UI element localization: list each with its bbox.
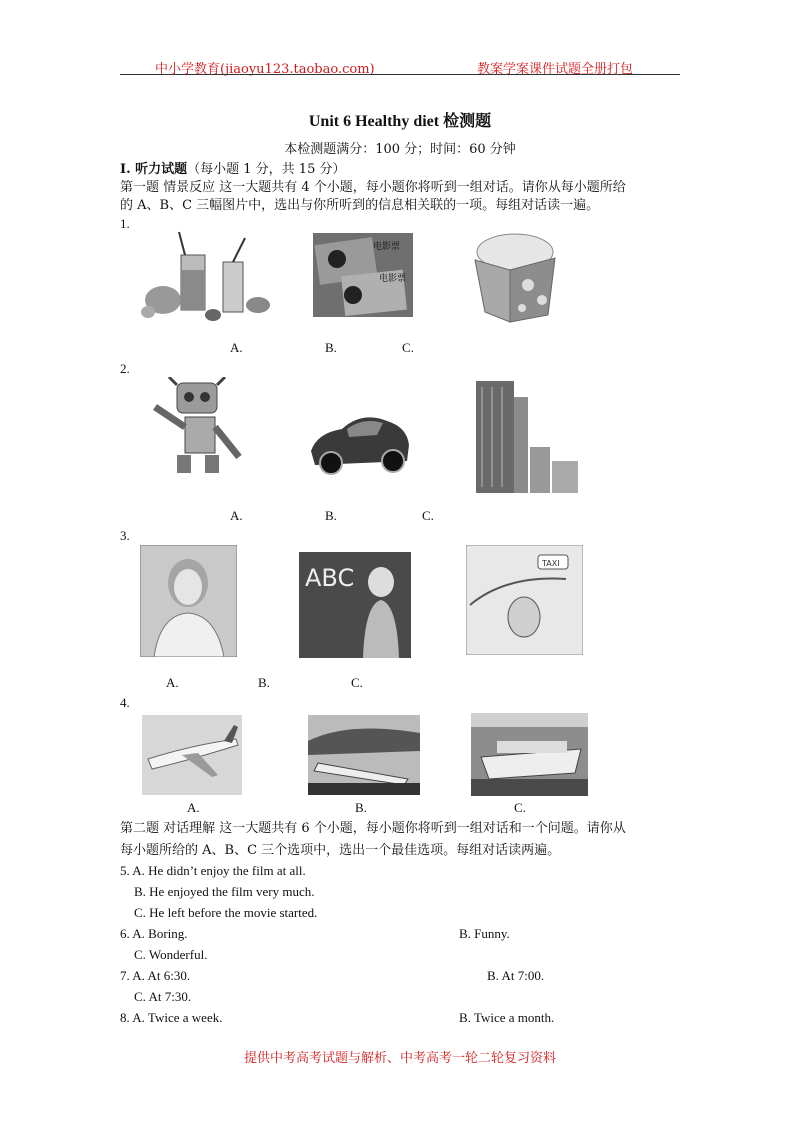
q5-option-a: 5. A. He didn’t enjoy the film at all. (120, 863, 306, 878)
q3-label-c: C. (351, 675, 363, 690)
header-rule (120, 74, 680, 75)
q3-option-a-woman-image (140, 545, 237, 657)
q1-label-c: C. (402, 340, 414, 355)
part1-instructions-2: 的 A、B、C 三幅图片中，选出与你所听到的信息相关联的一项。每组对话读一遍。 (120, 198, 600, 213)
q4-label-b: B. (355, 800, 367, 815)
header-left: 中小学教育(jiaoyu123.taobao.com) (155, 62, 375, 77)
q3b-blackboard-text: ABC (305, 564, 355, 592)
q3-option-c-taxi-driver-image (466, 545, 583, 655)
question-2-number: 2. (120, 361, 130, 376)
q2-label-a: A. (230, 508, 243, 523)
q7-option-c: C. At 7:30. (134, 989, 192, 1004)
q4-label-c: C. (514, 800, 526, 815)
header-right: 教案学案课件试题全册打包 (477, 62, 634, 77)
q4-option-a-airplane-image (142, 715, 242, 795)
q1b-ticket-sign-2: 电影票 (379, 274, 407, 284)
q2-option-b-car-image (307, 405, 412, 477)
q6-option-b: B. Funny. (459, 926, 510, 941)
section-heading-label: Ⅰ. 听力试题 (120, 162, 188, 177)
section-heading (120, 160, 345, 180)
q8-option-a: 8. A. Twice a week. (120, 1010, 223, 1025)
q1-option-c-popcorn-image (460, 230, 560, 325)
q1b-ticket-sign-1: 电影票 (373, 242, 401, 252)
q2-label-b: B. (325, 508, 337, 523)
q2-option-a-robot-image (147, 377, 247, 477)
q3-label-a: A. (166, 675, 179, 690)
q5-option-b: B. He enjoyed the film very much. (134, 884, 315, 899)
q3-label-b: B. (258, 675, 270, 690)
q1-label-a: A. (230, 340, 243, 355)
page-subtitle: 本检测题满分：100 分；时间：60 分钟 (284, 142, 516, 157)
q6-option-a: 6. A. Boring. (120, 926, 188, 941)
q4-label-a: A. (187, 800, 200, 815)
q3-option-b-teacher-image (299, 552, 411, 658)
q1-label-b: B. (325, 340, 337, 355)
part2-instructions-1: 第二题 对话理解 这一大题共有 6 个小题，每小题你将听到一组对话和一个问题。请你从 (120, 821, 626, 836)
question-1-number: 1. (120, 216, 130, 231)
q6-option-c: C. Wonderful. (134, 947, 208, 962)
q5-option-c: C. He left before the movie started. (134, 905, 318, 920)
q2-option-c-building-image (468, 377, 580, 494)
q7-option-b: B. At 7:00. (487, 968, 545, 983)
q7-option-a: 7. A. At 6:30. (120, 968, 191, 983)
q2-label-c: C. (422, 508, 434, 523)
q1-option-a-drinks-image (133, 230, 273, 325)
question-4-number: 4. (120, 695, 130, 710)
q4-option-b-train-image (308, 715, 420, 795)
q4-option-c-ship-image (471, 713, 588, 796)
section-heading-note: （每小题 1 分，共 15 分） (187, 162, 346, 177)
q1-option-b-movie-tickets-image (313, 233, 413, 317)
q8-option-b: B. Twice a month. (459, 1010, 555, 1025)
question-3-number: 3. (120, 528, 130, 543)
footer-text: 提供中考高考试题与解析、中考高考一轮二轮复习资料 (243, 1051, 556, 1066)
part2-instructions-2: 每小题所给的 A、B、C 三个选项中，选出一个最佳选项。每组对话读两遍。 (120, 843, 561, 858)
page-title: Unit 6 Healthy diet 检测题 (308, 113, 492, 130)
q3c-taxi-sign: TAXI (542, 559, 560, 568)
part1-instructions-1: 第一题 情景反应 这一大题共有 4 个小题，每小题你将听到一组对话。请你从每小题所给 (120, 180, 626, 195)
